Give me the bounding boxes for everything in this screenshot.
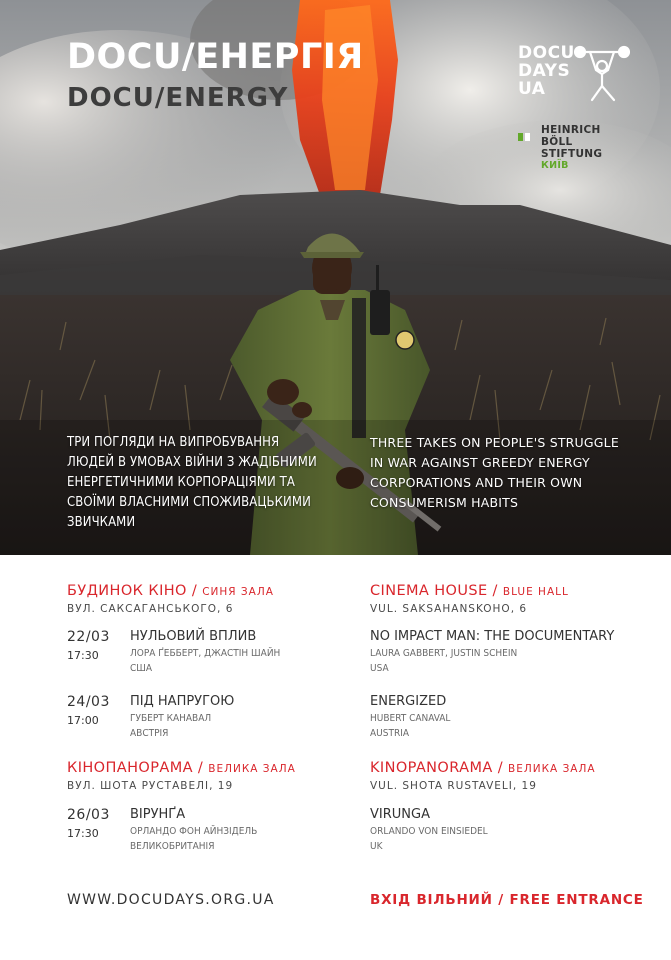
screening-time: 17:30 (67, 649, 99, 662)
venue-separator: / (186, 583, 203, 599)
venue-block (370, 583, 640, 615)
boll-logo-line: STIFTUNG (541, 148, 603, 160)
title-english: DOCU/ENERGY (67, 83, 289, 113)
film-title: ВІРУНҐА (130, 807, 186, 822)
venue-title (370, 760, 596, 777)
film-title: VIRUNGA (370, 807, 430, 822)
venue-name: CINEMA HOUSE (370, 583, 488, 599)
film-country: UK (370, 841, 383, 852)
venue-hall: ВЕЛИКА ЗАЛА (508, 763, 596, 775)
docudays-logo-line: UA (518, 79, 546, 99)
schedule-ukrainian (67, 583, 357, 852)
venue-address: VUL. SHOTA RUSTAVELI, 19 (370, 780, 537, 792)
free-entrance-note: ВХІД ВІЛЬНИЙ / FREE ENTRANCE (370, 892, 644, 908)
tagline-english: THREE TAKES ON PEOPLE'S STRUGGLE IN WAR AGAINST GREEDY ENERGY CORPORATIONS AND THEIR OWN CONSUMERISM HABITS (370, 435, 619, 510)
venue-title (370, 583, 640, 600)
docudays-logo-line: DOCU (518, 43, 575, 63)
weightlifter-icon (574, 44, 630, 104)
venue-block (67, 760, 296, 792)
venue-address: ВУЛ. САКСАГАНСЬКОГО, 6 (67, 603, 234, 615)
docudays-logo (518, 44, 638, 114)
film-title: NO IMPACT MAN: THE DOCUMENTARY (370, 629, 615, 644)
film-directors: ГУБЕРТ КАНАВАЛ (130, 713, 212, 724)
film-title: НУЛЬОВИЙ ВПЛИВ (130, 629, 257, 644)
film-directors: HUBERT CANAVAL (370, 713, 451, 724)
venue-separator: / (192, 760, 209, 776)
film-country: АВСТРІЯ (130, 728, 169, 739)
screening-time: 17:00 (67, 714, 99, 727)
film-country: USA (370, 663, 389, 674)
venue-hall: BLUE HALL (502, 586, 569, 598)
schedule-english (370, 583, 640, 852)
venue-title (67, 760, 296, 777)
film-directors: ORLANDO VON EINSIEDEL (370, 826, 488, 837)
screening-time: 17:30 (67, 827, 99, 840)
boll-logo-text (541, 124, 602, 172)
screening-date: 26/03 (67, 807, 110, 823)
venue-address: VUL. SAKSAHANSKOHO, 6 (370, 603, 528, 615)
film-title: ПІД НАПРУГОЮ (130, 694, 235, 709)
film-title: ENERGIZED (370, 694, 447, 709)
film-directors: ЛОРА ҐЕББЕРТ, ДЖАСТІН ШАЙН (130, 648, 281, 659)
venue-title (67, 583, 357, 600)
film-country: ВЕЛИКОБРИТАНІЯ (130, 841, 215, 852)
venue-name: БУДИНОК КІНО (67, 583, 187, 599)
venue-block (67, 583, 357, 615)
venue-separator: / (487, 583, 503, 599)
venue-separator: / (492, 760, 508, 776)
boll-logo-line: BÖLL (541, 136, 573, 148)
film-country: AUSTRIA (370, 728, 409, 739)
venue-address: ВУЛ. ШОТА РУСТАВЕЛІ, 19 (67, 780, 234, 792)
film-directors: ОРЛАНДО ФОН АЙНЗІДЕЛЬ (130, 826, 258, 837)
venue-name: КІНОПАНОРАМА (67, 760, 193, 776)
screening-date: 22/03 (67, 629, 110, 645)
tagline-ukrainian: ТРИ ПОГЛЯДИ НА ВИПРОБУВАННЯ ЛЮДЕЙ В УМОВАХ ВІЙНИ З ЖАДІБНИМИ ЕНЕРГЕТИЧНИМИ КОРПОРАЦІЯМИ ТА СВОЇМИ ВЛАСНИМИ СПОЖИВАЦЬКИМИ ЗВИЧКАМИ (67, 435, 317, 530)
venue-hall: СИНЯ ЗАЛА (202, 586, 274, 598)
venue-name: KINOPANORAMA (370, 760, 493, 776)
docudays-logo-line: DAYS (518, 61, 571, 81)
website-link[interactable]: WWW.DOCUDAYS.ORG.UA (67, 892, 275, 908)
screening-date: 24/03 (67, 694, 110, 710)
boll-logo-city: КИЇВ (541, 160, 569, 171)
venue-block (370, 760, 596, 792)
venue-hall: ВЕЛИКА ЗАЛА (208, 763, 296, 775)
boll-logo-marks-icon (518, 126, 532, 145)
film-directors: LAURA GABBERT, JUSTIN SCHEIN (370, 648, 518, 659)
boll-logo-line: HEINRICH (541, 124, 601, 136)
title-ukrainian: DOCU/ЕНЕРГІЯ (67, 37, 364, 77)
film-country: США (130, 663, 153, 674)
